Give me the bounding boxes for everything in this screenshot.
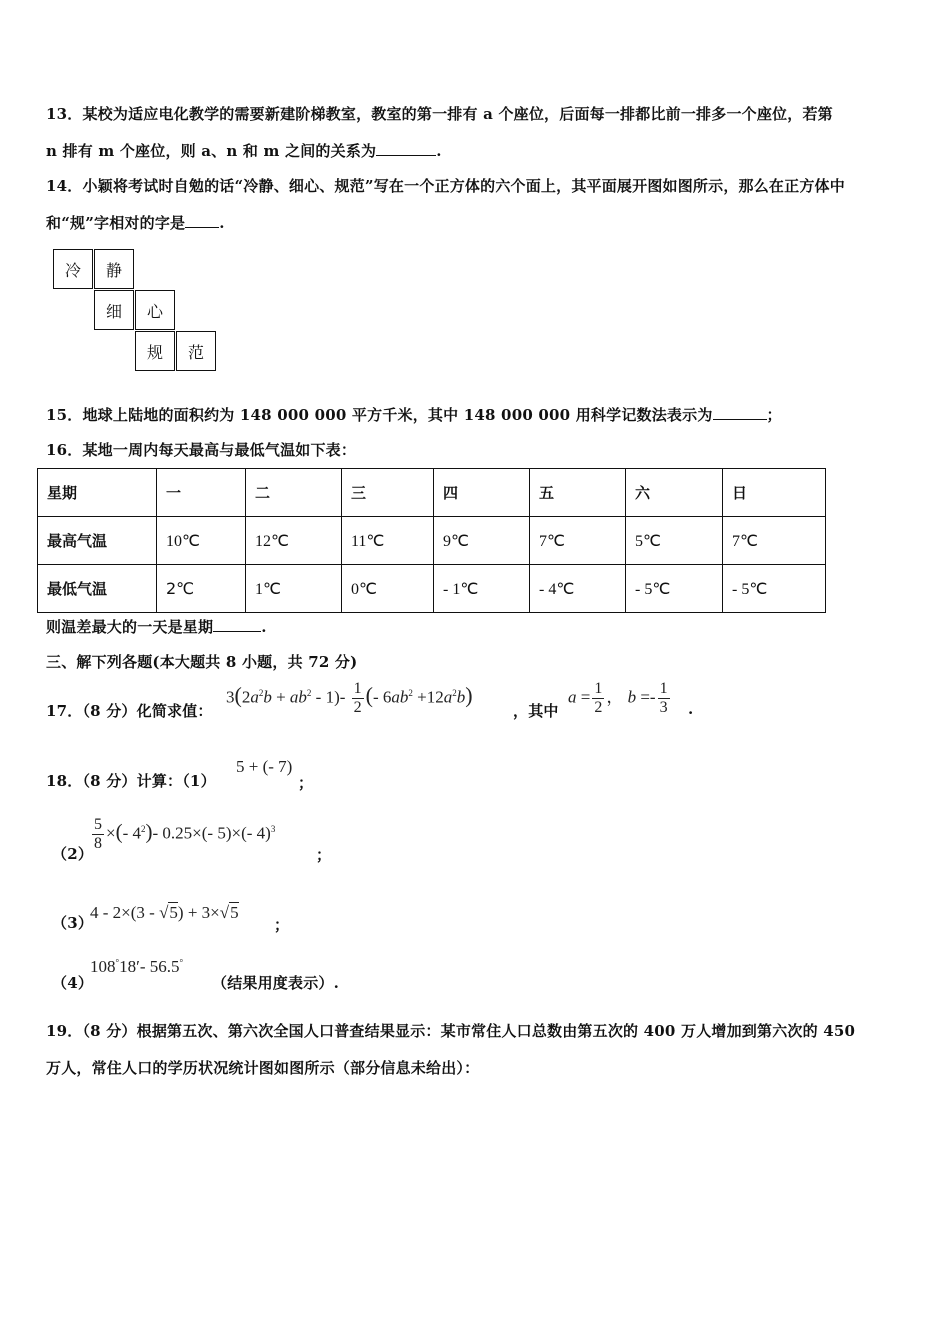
q18-part-3-label: （3） bbox=[52, 914, 94, 932]
q13-line2 bbox=[46, 140, 442, 161]
table-cell: 星期 bbox=[38, 469, 157, 517]
q18-expr-4: 108°18′- 56.5° bbox=[90, 957, 184, 976]
answer-blank bbox=[213, 617, 261, 632]
q19-line2: 万人，常住人口的学历状况统计图如图所示（部分信息未给出）： bbox=[46, 1059, 480, 1077]
table-row-low bbox=[38, 565, 826, 613]
answer-blank bbox=[376, 141, 436, 156]
table-cell: 10℃ bbox=[157, 517, 246, 565]
table-cell: 最高气温 bbox=[38, 517, 157, 565]
q14-end: . bbox=[219, 214, 225, 232]
table-cell: 三 bbox=[342, 469, 434, 517]
net-cell-leng: 冷 bbox=[53, 249, 93, 289]
table-cell: 二 bbox=[246, 469, 342, 517]
q18-semi-3: ； bbox=[274, 916, 290, 934]
q17-values: a = $\frac{1}{2}$ ， b =- $\frac{1}{3}$ bbox=[568, 680, 668, 716]
table-cell: 一 bbox=[157, 469, 246, 517]
table-row-high bbox=[38, 517, 826, 565]
table-cell: 7℃ bbox=[723, 517, 826, 565]
q17-expression: $3(2a^2b + ab^2 - 1)-$ $\frac{1}{2}$ (- $6ab^2 +12a^2b$) bbox=[226, 680, 473, 716]
table-cell: 2℃ bbox=[157, 565, 246, 613]
table-cell: - 4℃ bbox=[530, 565, 626, 613]
q18-expr-2: $\frac{5}{8}$ ×(- $4^2)-$ 0.25×(- 5)×(- 4)$^3$ bbox=[94, 816, 276, 852]
table-cell: 五 bbox=[530, 469, 626, 517]
q14-line2-text: 和“规”字相对的字是 bbox=[46, 214, 186, 232]
q14-line2 bbox=[46, 212, 225, 233]
q14-line1: 14．小颖将考试时自勉的话“冷静、细心、规范”写在一个正方体的六个面上，其平面展开图如图所示，那么在正方体中 bbox=[46, 177, 845, 195]
q18-expr-3: 4 - 2×(3 - √5) + 3×√5 bbox=[90, 903, 239, 922]
q18-semi-1: ； bbox=[298, 774, 314, 792]
q16-after-text: 则温差最大的一天是星期 bbox=[46, 618, 214, 636]
q18-part-4-note: （结果用度表示）. bbox=[212, 974, 340, 992]
section-3-heading: 三、解下列各题(本大题共 8 小题，共 72 分) bbox=[46, 653, 358, 671]
q17-label: 17．（8 分）化简求值： bbox=[46, 702, 213, 720]
answer-blank bbox=[713, 405, 767, 420]
answer-blank bbox=[185, 213, 219, 228]
q18-label: 18．（8 分）计算：（1） bbox=[46, 772, 216, 790]
table-cell: 最低气温 bbox=[38, 565, 157, 613]
table-cell: 日 bbox=[723, 469, 826, 517]
table-cell: - 5℃ bbox=[723, 565, 826, 613]
q15-text: 15．地球上陆地的面积约为 148 000 000 平方千米，其中 148 000 000 用科学记数法表示为 bbox=[46, 406, 713, 424]
table-cell: 六 bbox=[626, 469, 723, 517]
q16-after bbox=[46, 616, 267, 637]
table-cell: 7℃ bbox=[530, 517, 626, 565]
q15-line bbox=[46, 404, 782, 425]
net-cell-jing: 静 bbox=[94, 249, 134, 289]
table-cell: 11℃ bbox=[342, 517, 434, 565]
q18-part-4-label: （4） bbox=[52, 974, 94, 992]
q19-line1: 19．（8 分）根据第五次、第六次全国人口普查结果显示：某市常住人口总数由第五次的 400 万人增加到第六次的 450 bbox=[46, 1022, 856, 1040]
q18-expr-1: 5 + (- 7) bbox=[236, 757, 293, 776]
q13-end: . bbox=[436, 142, 442, 160]
q18-part-2-label: （2） bbox=[52, 845, 94, 863]
q18-semi-2: ； bbox=[316, 846, 332, 864]
q17-end: . bbox=[688, 700, 694, 718]
table-cell: 9℃ bbox=[434, 517, 530, 565]
table-cell: 0℃ bbox=[342, 565, 434, 613]
q13-line1: 13．某校为适应电化教学的需要新建阶梯教室，教室的第一排有 a 个座位，后面每一排都比前一排多一个座位，若第 bbox=[46, 105, 833, 123]
net-cell-gui: 规 bbox=[135, 331, 175, 371]
table-cell: 四 bbox=[434, 469, 530, 517]
table-cell: 1℃ bbox=[246, 565, 342, 613]
temperature-table bbox=[37, 468, 826, 613]
q16-end: . bbox=[261, 618, 267, 636]
q15-end: ； bbox=[766, 406, 782, 424]
table-row-header bbox=[38, 469, 826, 517]
q13-line2-text: n 排有 m 个座位，则 a、n 和 m 之间的关系为 bbox=[46, 142, 377, 160]
table-cell: - 1℃ bbox=[434, 565, 530, 613]
table-cell: 5℃ bbox=[626, 517, 723, 565]
table-cell: - 5℃ bbox=[626, 565, 723, 613]
q17-where: ，其中 bbox=[513, 702, 559, 720]
q16-intro: 16．某地一周内每天最高与最低气温如下表： bbox=[46, 441, 357, 459]
net-cell-xi: 细 bbox=[94, 290, 134, 330]
net-cell-xin: 心 bbox=[135, 290, 175, 330]
net-cell-fan: 范 bbox=[176, 331, 216, 371]
table-cell: 12℃ bbox=[246, 517, 342, 565]
